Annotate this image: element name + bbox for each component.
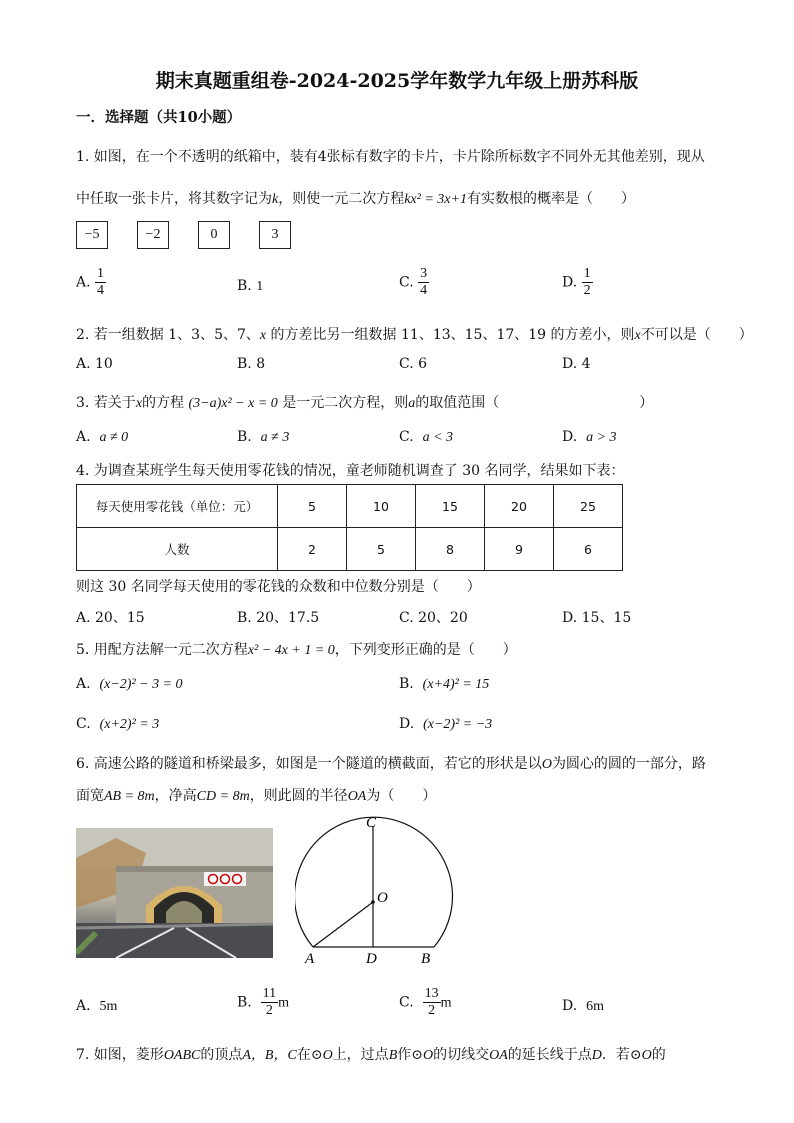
q1-option-a[interactable]: A. $\frac{1}{4}$: [76, 266, 105, 299]
q3-option-d[interactable]: D. a > 3: [562, 429, 617, 445]
q6-line2: 面宽AB = 8m，净高CD = 8m，则此圆的半径OA为（ ）: [76, 788, 437, 804]
table-row-label: 人数: [77, 528, 278, 571]
q1-line2: 中任取一张卡片，将其数字记为k，则使一元二次方程kx² = 3x+1有实数根的概率是（ ）: [76, 191, 635, 207]
label-b: B: [421, 951, 431, 967]
label-a: A: [305, 951, 315, 967]
q5-text: 5. 用配方法解一元二次方程x² − 4x + 1 = 0，下列变形正确的是（ ）: [76, 642, 517, 658]
table-row: [77, 528, 623, 571]
circle-arc: [295, 817, 453, 947]
table-cell: 2: [278, 528, 347, 571]
table-row: [77, 485, 623, 528]
q2-option-a[interactable]: A. 10: [76, 356, 113, 372]
q6-option-a[interactable]: A. 5m: [76, 998, 118, 1014]
table-cell: 9: [485, 528, 554, 571]
section-heading: 一．选择题（共10小题）: [76, 109, 242, 126]
card-4: 3: [259, 221, 291, 249]
card-1: −5: [76, 221, 108, 249]
table-cell: 25: [554, 485, 623, 528]
q3-option-c[interactable]: C. a < 3: [399, 429, 454, 445]
q1-line1: 1. 如图，在一个不透明的纸箱中，装有4张标有数字的卡片，卡片除所标数字不同外无其他差别，现从: [76, 149, 705, 165]
q4-option-b[interactable]: B. 20、17.5: [237, 610, 320, 626]
table-cell: 5: [278, 485, 347, 528]
q3-text: 3. 若关于x的方程 (3−a)x² − x = 0 是一元二次方程，则a的取值范围（ ）: [76, 395, 654, 411]
q4-text: 4. 为调查某班学生每天使用零花钱的情况，童老师随机调查了 30 名同学，结果如下表：: [76, 463, 625, 479]
q4-table: [76, 484, 623, 571]
q1-option-d[interactable]: D. $\frac{1}{2}$: [562, 266, 591, 299]
table-cell: 8: [416, 528, 485, 571]
q3-option-b[interactable]: B. a ≠ 3: [237, 429, 290, 445]
table-cell: 6: [554, 528, 623, 571]
q1-option-b[interactable]: B. 1: [237, 278, 264, 294]
q3-option-a[interactable]: A. a ≠ 0: [76, 429, 129, 445]
q6-option-b[interactable]: B. $\frac{11}{2}$ m: [237, 986, 290, 1019]
q4-option-a[interactable]: A. 20、15: [76, 610, 145, 626]
page-title: 期末真题重组卷-2024-2025学年数学九年级上册苏科版: [155, 70, 639, 92]
label-o: O: [377, 890, 388, 906]
tunnel-photo: [76, 828, 273, 958]
q2-option-d[interactable]: D. 4: [562, 356, 591, 372]
q5-option-d[interactable]: D. (x−2)² = −3: [399, 716, 493, 732]
label-d: D: [366, 951, 377, 967]
q5-option-a[interactable]: A. (x−2)² − 3 = 0: [76, 676, 183, 692]
table-cell: 10: [347, 485, 416, 528]
card-3: 0: [198, 221, 230, 249]
label-c: C: [366, 815, 377, 831]
q4-option-d[interactable]: D. 15、15: [562, 610, 632, 626]
q2-option-c[interactable]: C. 6: [399, 356, 428, 372]
q4-option-c[interactable]: C. 20、20: [399, 610, 468, 626]
circle-diagram: [295, 812, 455, 972]
card-2: −2: [137, 221, 169, 249]
table-header-cell: 每天使用零花钱（单位：元）: [77, 485, 278, 528]
table-cell: 5: [347, 528, 416, 571]
tunnel-photo-drawing: [76, 828, 273, 958]
table-cell: 15: [416, 485, 485, 528]
q2-text: 2. 若一组数据 1、3、5、7、x 的方差比另一组数据 11、13、15、17、19 的方差小，则x不可以是（ ）: [76, 327, 753, 343]
q6-line1: 6. 高速公路的隧道和桥梁最多，如图是一个隧道的横截面，若它的形状是以O为圆心的圆的一部分，路: [76, 756, 706, 772]
q4-after: 则这 30 名同学每天使用的零花钱的众数和中位数分别是（ ）: [76, 579, 481, 595]
q7-text: 7. 如图，菱形OABC的顶点A，B，C在⊙O上，过点B作⊙O的切线交OA的延长线于点D．若⊙O的: [76, 1047, 666, 1063]
q6-option-d[interactable]: D. 6m: [562, 998, 604, 1014]
center-point: [371, 900, 375, 904]
segment-oa: [313, 902, 373, 947]
q5-option-b[interactable]: B. (x+4)² = 15: [399, 676, 490, 692]
q5-option-c[interactable]: C. (x+2)² = 3: [76, 716, 160, 732]
table-cell: 20: [485, 485, 554, 528]
q2-option-b[interactable]: B. 8: [237, 356, 266, 372]
q6-option-c[interactable]: C. $\frac{13}{2}$ m: [399, 986, 452, 1019]
q1-option-c[interactable]: C. $\frac{3}{4}$: [399, 266, 428, 299]
